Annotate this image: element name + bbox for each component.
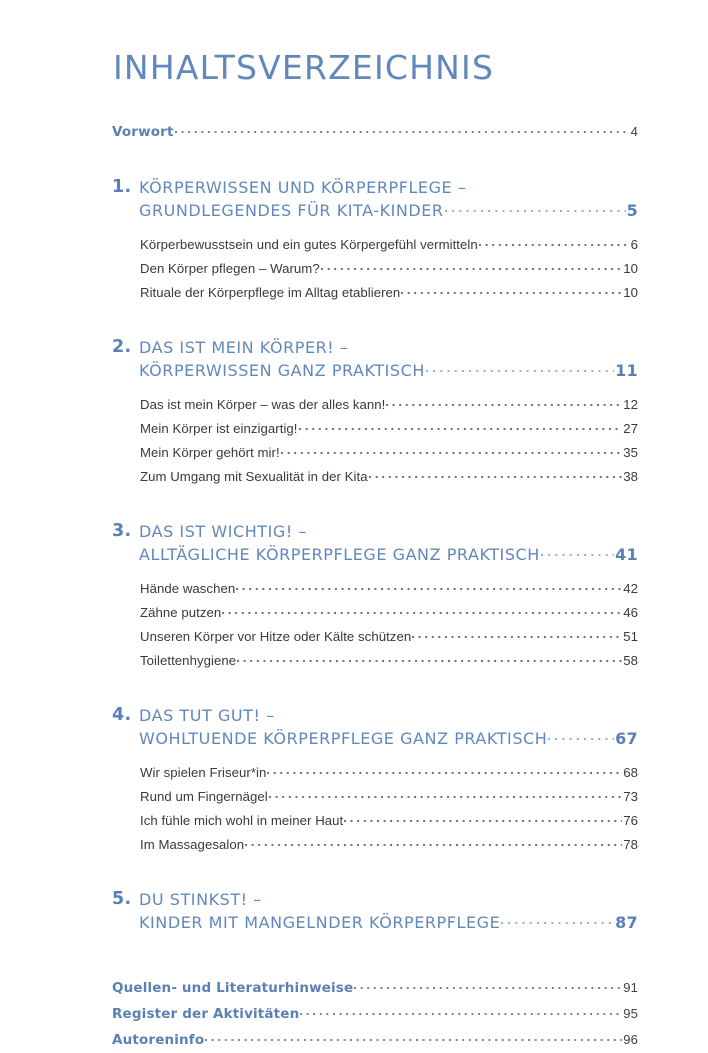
chapter-entry-list [140, 393, 638, 489]
dot-leader [281, 444, 623, 457]
chapter-title-line-2[interactable] [139, 359, 638, 382]
toc-entry-label: Toilettenhygiene [140, 653, 237, 668]
chapter-page: 87 [615, 913, 638, 932]
toc-entry-label: Mein Körper gehört mir! [140, 445, 280, 460]
toc-entry-page: 4 [630, 124, 638, 139]
chapter-title-line-1: DU STINKST! – [139, 890, 262, 909]
toc-entry-label: Quellen- und Literaturhinweise [112, 980, 354, 996]
chapter-title-line-1: KÖRPERWISSEN UND KÖRPERPFLEGE – [139, 178, 467, 197]
toc-entry-page: 10 [623, 285, 638, 300]
dot-leader [321, 260, 623, 273]
chapter-title-text: KINDER MIT MANGELNDER KÖRPERPFLEGE [139, 913, 501, 932]
toc-entry-page: 73 [623, 789, 638, 804]
toc-entry-label: Vorwort [112, 124, 174, 140]
dot-leader [245, 836, 622, 849]
chapter-number: 4. [112, 705, 132, 725]
chapter-block [112, 520, 638, 673]
chapter-page: 5 [626, 201, 638, 220]
page-title: INHALTSVERZEICHNIS [113, 48, 495, 87]
toc-entry-label: Zähne putzen [140, 605, 222, 620]
toc-entry-page: 27 [623, 421, 638, 436]
dot-leader [269, 788, 622, 801]
chapter-block [112, 176, 638, 305]
toc-entry[interactable] [140, 625, 638, 649]
backmatter-list [112, 975, 638, 1053]
dot-leader [267, 764, 622, 777]
chapter-heading[interactable] [112, 888, 638, 934]
toc-entry[interactable] [140, 233, 638, 257]
chapter-title-lines [139, 336, 638, 382]
dot-leader [237, 652, 622, 665]
toc-entry-page: 96 [623, 1032, 638, 1047]
chapter-page: 11 [615, 361, 638, 380]
toc-entry[interactable] [140, 393, 638, 417]
toc-entry-backmatter[interactable] [112, 1001, 638, 1027]
toc-entry-label: Ich fühle mich wohl in meiner Haut [140, 813, 344, 828]
toc-entry-label: Mein Körper ist einzigartig! [140, 421, 298, 436]
dot-leader [386, 396, 622, 409]
toc-entry-label: Wir spielen Friseur*in [140, 765, 267, 780]
dot-leader [175, 123, 630, 137]
toc-entry-label: Unseren Körper vor Hitze oder Kälte schützen [140, 629, 412, 644]
chapter-title-text: GRUNDLEGENDES FÜR KITA-KINDER [139, 201, 444, 220]
dot-leader [205, 1031, 622, 1045]
toc-entry-page: 6 [630, 237, 638, 252]
toc-entry-page: 38 [623, 469, 638, 484]
toc-entry-label: Autoreninfo [112, 1032, 205, 1048]
chapter-number: 1. [112, 177, 132, 197]
toc-entry[interactable] [140, 441, 638, 465]
toc-entry-page: 42 [623, 581, 638, 596]
chapter-entry-list [140, 233, 638, 305]
chapter-title-lines [139, 888, 638, 934]
toc-entry[interactable] [140, 601, 638, 625]
chapter-title-line-1: DAS TUT GUT! – [139, 706, 275, 725]
toc-entry[interactable] [140, 465, 638, 489]
toc-entry[interactable] [140, 649, 638, 673]
toc-entry-label: Zum Umgang mit Sexualität in der Kita [140, 469, 368, 484]
toc-entry[interactable] [140, 809, 638, 833]
chapter-block [112, 704, 638, 857]
toc-entry[interactable] [140, 257, 638, 281]
toc-entry[interactable] [140, 417, 638, 441]
toc-entry-label: Im Massagesalon [140, 837, 245, 852]
chapter-heading[interactable] [112, 336, 638, 382]
toc-entry-page: 46 [623, 605, 638, 620]
chapter-title-line-2[interactable] [139, 199, 638, 222]
dot-leader [300, 1005, 622, 1019]
dot-leader [369, 468, 623, 481]
chapter-entry-list [140, 761, 638, 857]
toc-entry-label: Den Körper pflegen – Warum? [140, 261, 320, 276]
chapter-title-text: WOHLTUENDE KÖRPERPFLEGE GANZ PRAKTISCH [139, 729, 548, 748]
chapter-title-line-1: DAS IST WICHTIG! – [139, 522, 307, 541]
toc-entry-page: 58 [623, 653, 638, 668]
dot-leader [354, 979, 622, 993]
chapter-title-lines [139, 176, 638, 222]
toc-content [112, 40, 638, 1053]
toc-entry-page: 76 [623, 813, 638, 828]
chapter-title-line-2[interactable] [139, 543, 638, 566]
toc-entry-page: 12 [623, 397, 638, 412]
dot-leader [344, 812, 622, 825]
chapter-heading[interactable] [112, 704, 638, 750]
toc-entry-page: 95 [623, 1006, 638, 1021]
toc-entry-label: Das ist mein Körper – was der alles kann! [140, 397, 386, 412]
chapter-heading[interactable] [112, 520, 638, 566]
dot-leader [541, 544, 614, 560]
toc-entry-page: 78 [623, 837, 638, 852]
toc-entry-page: 51 [623, 629, 638, 644]
toc-entry[interactable] [140, 577, 638, 601]
dot-leader [222, 604, 622, 617]
toc-entry-label: Hände waschen [140, 581, 236, 596]
chapter-number: 3. [112, 521, 132, 541]
chapter-title-line-1: DAS IST MEIN KÖRPER! – [139, 338, 349, 357]
chapter-page: 67 [615, 729, 638, 748]
toc-entry-label: Rund um Fingernägel [140, 789, 268, 804]
toc-entry-page: 10 [623, 261, 638, 276]
dot-leader [548, 728, 614, 744]
dot-leader [445, 200, 626, 216]
toc-entry[interactable] [140, 833, 638, 857]
chapter-title-line-2[interactable] [139, 727, 638, 750]
toc-entry-backmatter[interactable] [112, 975, 638, 1001]
toc-entry-page: 91 [623, 980, 638, 995]
chapter-list [112, 176, 638, 934]
dot-leader [412, 628, 622, 641]
chapter-title-lines [139, 520, 638, 566]
toc-entry-label: Rituale der Körperpflege im Alltag etablieren [140, 285, 401, 300]
chapter-heading[interactable] [112, 176, 638, 222]
toc-entry[interactable] [140, 281, 638, 305]
dot-leader [299, 420, 623, 433]
chapter-block [112, 336, 638, 489]
toc-entry-label: Körperbewusstsein und ein gutes Körpergefühl vermitteln [140, 237, 478, 252]
toc-entry-backmatter[interactable] [112, 1027, 638, 1053]
toc-entry-page: 68 [623, 765, 638, 780]
chapter-entry-list [140, 577, 638, 673]
dot-leader [479, 236, 630, 249]
chapter-block [112, 888, 638, 934]
toc-entry-label: Register der Aktivitäten [112, 1006, 300, 1022]
chapter-title-line-2[interactable] [139, 911, 638, 934]
chapter-title-lines [139, 704, 638, 750]
chapter-number: 5. [112, 889, 132, 909]
dot-leader [236, 580, 622, 593]
chapter-page: 41 [615, 545, 638, 564]
dot-leader [501, 912, 614, 928]
toc-entry[interactable] [140, 785, 638, 809]
chapter-number: 2. [112, 337, 132, 357]
toc-entry-page: 35 [623, 445, 638, 460]
chapter-title-text: KÖRPERWISSEN GANZ PRAKTISCH [139, 361, 425, 380]
chapter-title-text: ALLTÄGLICHE KÖRPERPFLEGE GANZ PRAKTISCH [139, 545, 540, 564]
toc-entry-vorwort[interactable] [112, 119, 638, 145]
dot-leader [401, 284, 622, 297]
dot-leader [426, 360, 614, 376]
toc-entry[interactable] [140, 761, 638, 785]
